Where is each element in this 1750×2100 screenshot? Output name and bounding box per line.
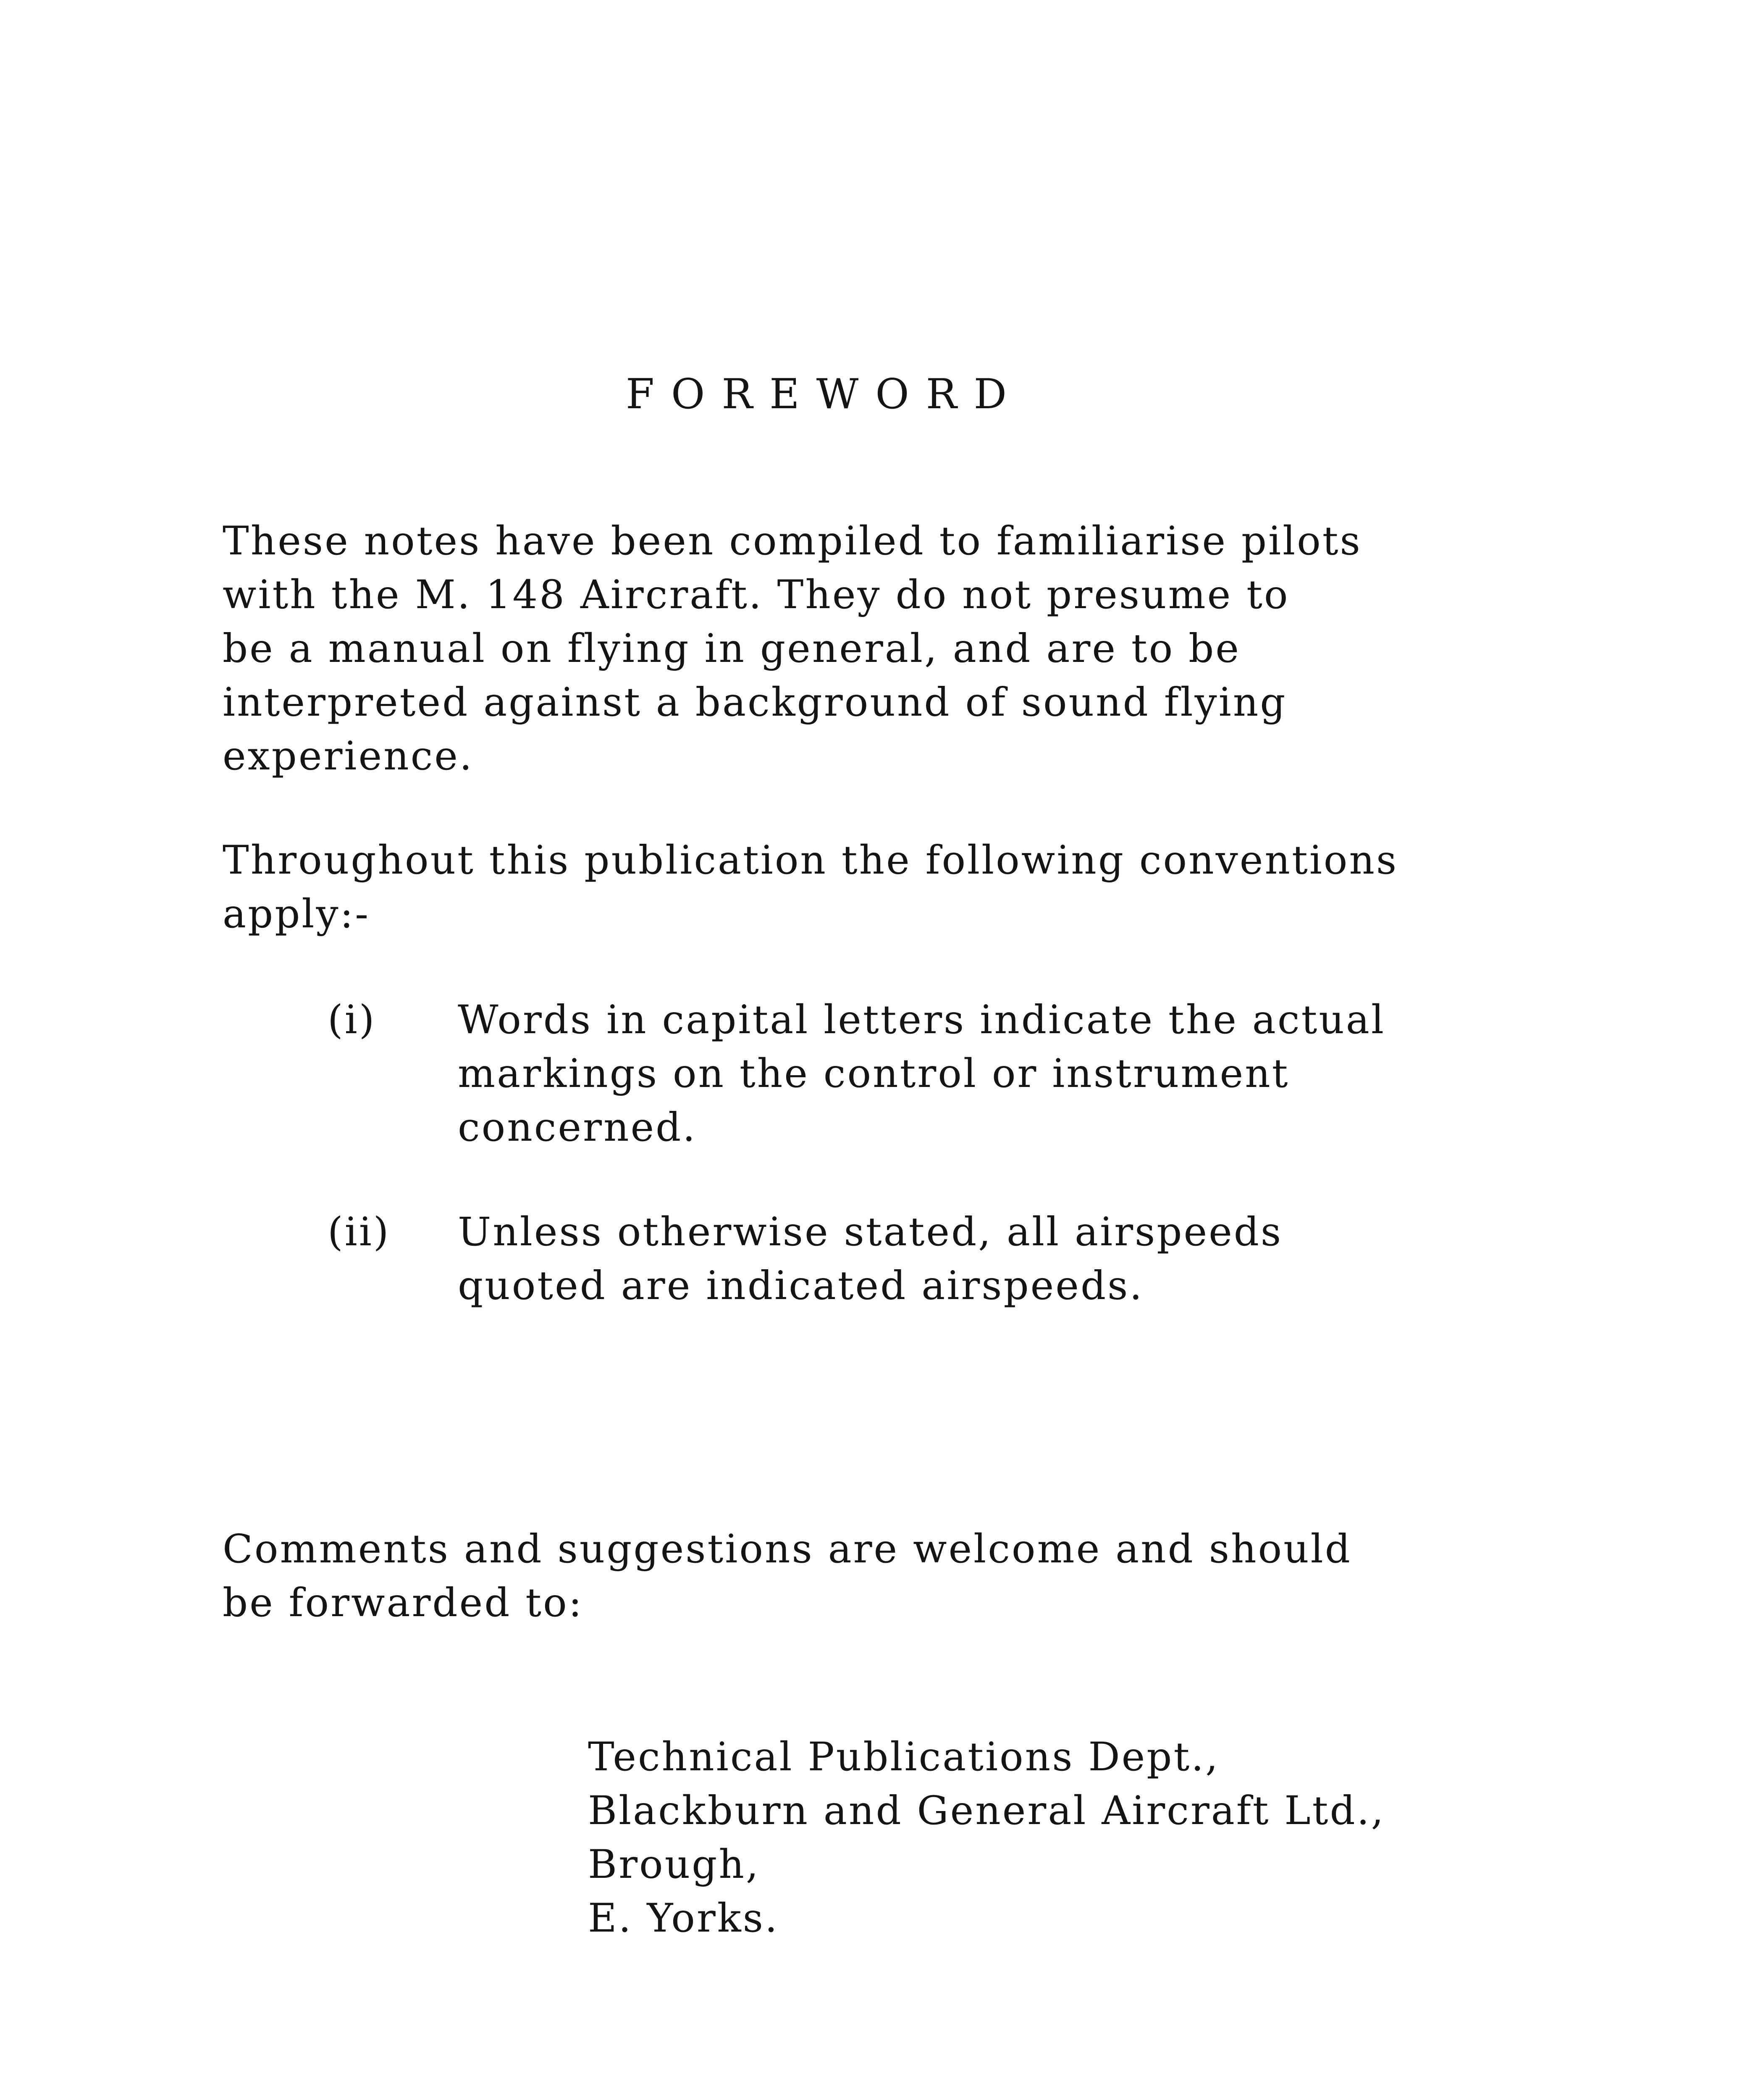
page-title: FOREWORD [626, 370, 1024, 418]
comments-line: Comments and suggestions are welcome and should [223, 1526, 1352, 1572]
intro-line: interpreted against a background of sound flying [223, 680, 1287, 725]
convention-line: Unless otherwise stated, all airspeeds [458, 1209, 1283, 1255]
convention-number: (i) [328, 997, 376, 1043]
conventions-intro-paragraph [223, 834, 1503, 941]
conventions-intro-line: Throughout this publication the following conventions [223, 837, 1398, 883]
address-line: Technical Publications Dept., [588, 1734, 1220, 1780]
convention-text [458, 993, 1508, 1155]
convention-line: concerned. [458, 1105, 697, 1150]
address-line: Blackburn and General Aircraft Ltd., [588, 1788, 1385, 1834]
convention-line: markings on the control or instrument [458, 1051, 1290, 1097]
intro-line: be a manual on flying in general, and are to be [223, 626, 1241, 672]
convention-number: (ii) [328, 1209, 391, 1255]
convention-text [458, 1205, 1508, 1313]
address-line: E. Yorks. [588, 1895, 779, 1941]
convention-line: quoted are indicated airspeeds. [458, 1263, 1144, 1309]
convention-line: Words in capital letters indicate the actual [458, 997, 1385, 1043]
comments-paragraph [223, 1522, 1503, 1630]
intro-line: with the M. 148 Aircraft. They do not presume to [223, 572, 1290, 618]
comments-line: be forwarded to: [223, 1580, 584, 1626]
intro-paragraph [223, 514, 1503, 783]
intro-line: experience. [223, 733, 474, 779]
postal-address [588, 1730, 1385, 1945]
intro-line: These notes have been compiled to familiarise pilots [223, 518, 1362, 564]
address-line: Brough, [588, 1842, 760, 1887]
conventions-intro-line: apply:- [223, 891, 370, 937]
